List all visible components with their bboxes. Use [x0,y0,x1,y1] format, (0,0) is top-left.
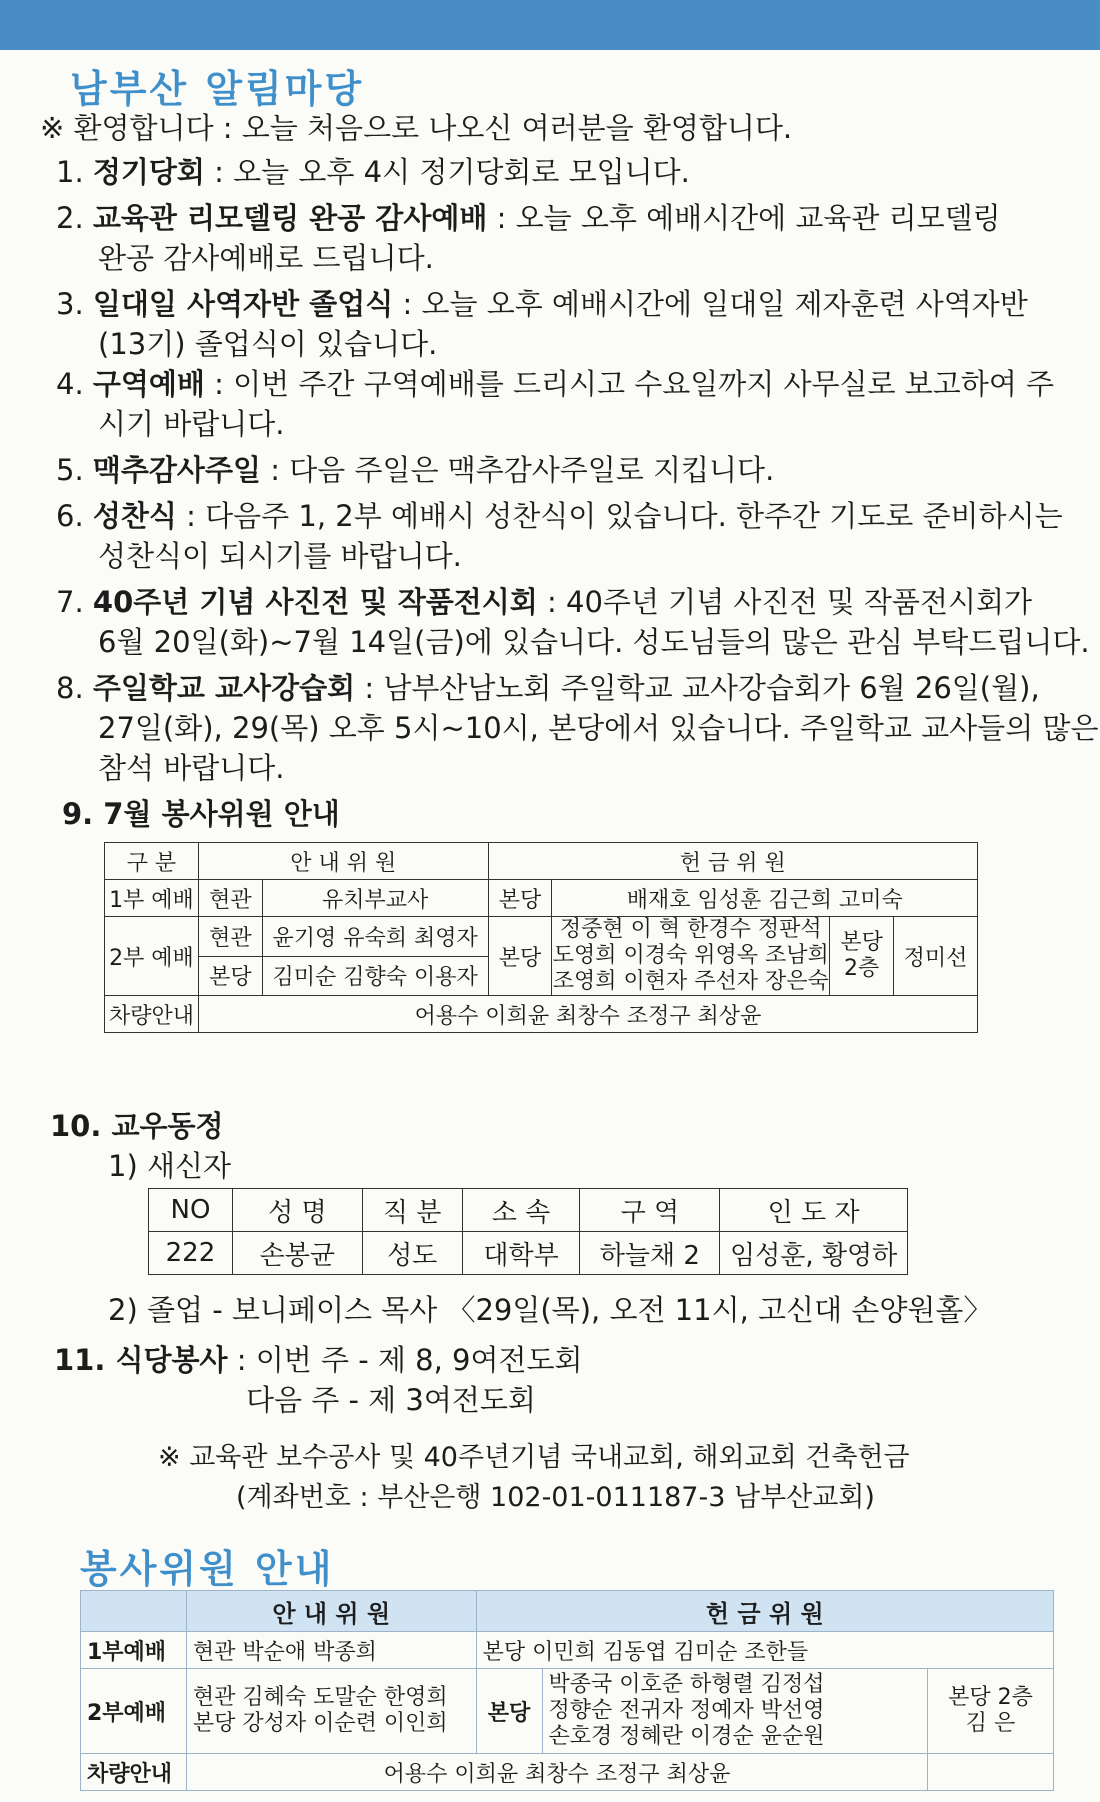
table-row [81,1591,1054,1632]
place-cell: 현관 [198,880,262,917]
guide-cell: 현관 박순애 박종희 [186,1632,476,1669]
header-cell: 안 내 위 원 [186,1591,476,1632]
table-row [105,880,978,917]
item-8-cont: 27일(화), 29(목) 오후 5시~10시, 본당에서 있습니다. 주일학교 교사들의 많은 [98,711,1099,745]
item-7-cont: 6월 20일(화)~7월 14일(금)에 있습니다. 성도님들의 많은 관심 부탁드립니다. [98,625,1090,659]
vehicle-cell: 어용수 이희윤 최창수 조정구 최상윤 [198,996,977,1033]
vehicle-cell: 어용수 이희윤 최창수 조정구 최상윤 [186,1754,927,1791]
header-cell: NO [149,1189,233,1232]
new-members-subtitle: 1) 새신자 [108,1149,232,1183]
item-3-cont: (13기) 졸업식이 있습니다. [98,327,438,361]
table-row [105,917,978,957]
place-cell: 본당 [488,917,552,996]
table-cell: 하늘채 2 [580,1232,720,1275]
welcome-text: ※ 환영합니다 : 오늘 처음으로 나오신 여러분을 환영합니다. [40,111,793,145]
table-row [81,1754,1054,1791]
header-cell: 헌 금 위 원 [476,1591,1053,1632]
place-cell: 본당 [476,1669,542,1754]
item-9-title: 9. 7월 봉사위원 안내 [62,797,340,831]
item-8: 8. 주일학교 교사강습회 : 남부산남노회 주일학교 교사강습회가 6월 26일(월), [56,671,1040,705]
table-row [105,996,978,1033]
item-5: 5. 맥추감사주일 : 다음 주일은 맥추감사주일로 지킵니다. [56,453,775,487]
guide-cell: 윤기영 유숙희 최영자 [262,917,488,957]
page-title: 남부산 알림마당 [70,67,365,111]
place-cell: 본당 [488,880,552,917]
item-2-cont: 완공 감사예배로 드립니다. [98,241,434,275]
item-10-title: 10. 교우동정 [50,1109,224,1143]
item-6: 6. 성찬식 : 다음주 1, 2부 예배시 성찬식이 있습니다. 한주간 기도로 준비하시는 [56,499,1063,533]
table-row [81,1632,1054,1669]
header-cell: 구 역 [580,1189,720,1232]
header-cell: 소 속 [462,1189,580,1232]
row-label: 2부 예배 [105,917,199,996]
top-color-bar [0,0,1100,50]
header-cell: 안 내 위 원 [198,843,488,880]
graduation-text: 2) 졸업 - 보니페이스 목사 〈29일(목), 오전 11시, 고신대 손양원홀〉 [108,1293,993,1327]
offering-cell: 박종국 이호준 하형렬 김정섭 정향순 전귀자 정예자 박선영 손호경 정혜란 이경순 윤순원 [542,1669,928,1754]
row-label: 차량안내 [81,1754,187,1791]
item-4-cont: 시기 바랍니다. [98,407,285,441]
row-label: 차량안내 [105,996,199,1033]
table-row [149,1189,908,1232]
guide-cell: 유치부교사 [262,880,488,917]
building-fund-notice: ※ 교육관 보수공사 및 40주년기념 국내교회, 해외교회 건축헌금 [158,1442,910,1473]
row-label: 1부 예배 [105,880,199,917]
row-label: 1부예배 [81,1632,187,1669]
table-cell: 성도 [362,1232,462,1275]
guide-cell: 김미순 김향숙 이용자 [262,956,488,996]
item-7: 7. 40주년 기념 사진전 및 작품전시회 : 40주년 기념 사진전 및 작품전시회가 [56,585,1033,619]
row-label: 2부예배 [81,1669,187,1754]
item-3: 3. 일대일 사역자반 졸업식 : 오늘 오후 예배시간에 일대일 제자훈련 사역자반 [56,287,1028,321]
floor-cell: 본당 2층 김 은 [928,1669,1054,1754]
header-cell: 구 분 [105,843,199,880]
offering-cell: 배재호 임성훈 김근희 고미숙 [552,880,978,917]
table-cell: 대학부 [462,1232,580,1275]
item-11-cont: 다음 주 - 제 3여전도회 [246,1383,536,1417]
volunteers-table [80,1590,1054,1791]
empty-cell [928,1754,1054,1791]
july-volunteers-table [104,842,978,1033]
offering-cell: 정중현 이 혁 한경수 정판석 도영희 이경숙 위영옥 조남희 조영희 이현자 주선자 장은숙 [552,917,829,994]
item-2: 2. 교육관 리모델링 완공 감사예배 : 오늘 오후 예배시간에 교육관 리모델링 [56,201,1001,235]
header-cell: 인 도 자 [720,1189,908,1232]
item-11: 11. 식당봉사 : 이번 주 - 제 8, 9여전도회 [54,1343,583,1377]
item-4: 4. 구역예배 : 이번 주간 구역예배를 드리시고 수요일까지 사무실로 보고하여 주 [56,367,1055,401]
place-cell: 본당 [198,956,262,996]
floor-cell: 본당 2층 [830,917,894,996]
item-8-cont2: 참석 바랍니다. [98,751,285,785]
volunteers-title: 봉사위원 안내 [80,1547,335,1591]
floor-name-cell: 정미선 [894,917,978,996]
table-row [81,1669,1054,1754]
bank-account-text: (계좌번호 : 부산은행 102-01-011187-3 남부산교회) [236,1482,875,1513]
new-members-table [148,1188,908,1275]
table-row [105,843,978,880]
table-cell: 222 [149,1232,233,1275]
table-cell: 손봉균 [232,1232,362,1275]
place-cell: 현관 [198,917,262,957]
offering-cell: 본당 이민희 김동엽 김미순 조한들 [476,1632,1053,1669]
table-row [149,1232,908,1275]
table-cell: 임성훈, 황영하 [720,1232,908,1275]
guide-cell: 현관 김혜숙 도말순 한영희 본당 강성자 이순련 이인희 [186,1669,476,1754]
item-1: 1. 정기당회 : 오늘 오후 4시 정기당회로 모입니다. [56,155,690,189]
header-cell [81,1591,187,1632]
item-6-cont: 성찬식이 되시기를 바랍니다. [98,539,462,573]
header-cell: 성 명 [232,1189,362,1232]
header-cell: 헌 금 위 원 [488,843,977,880]
header-cell: 직 분 [362,1189,462,1232]
